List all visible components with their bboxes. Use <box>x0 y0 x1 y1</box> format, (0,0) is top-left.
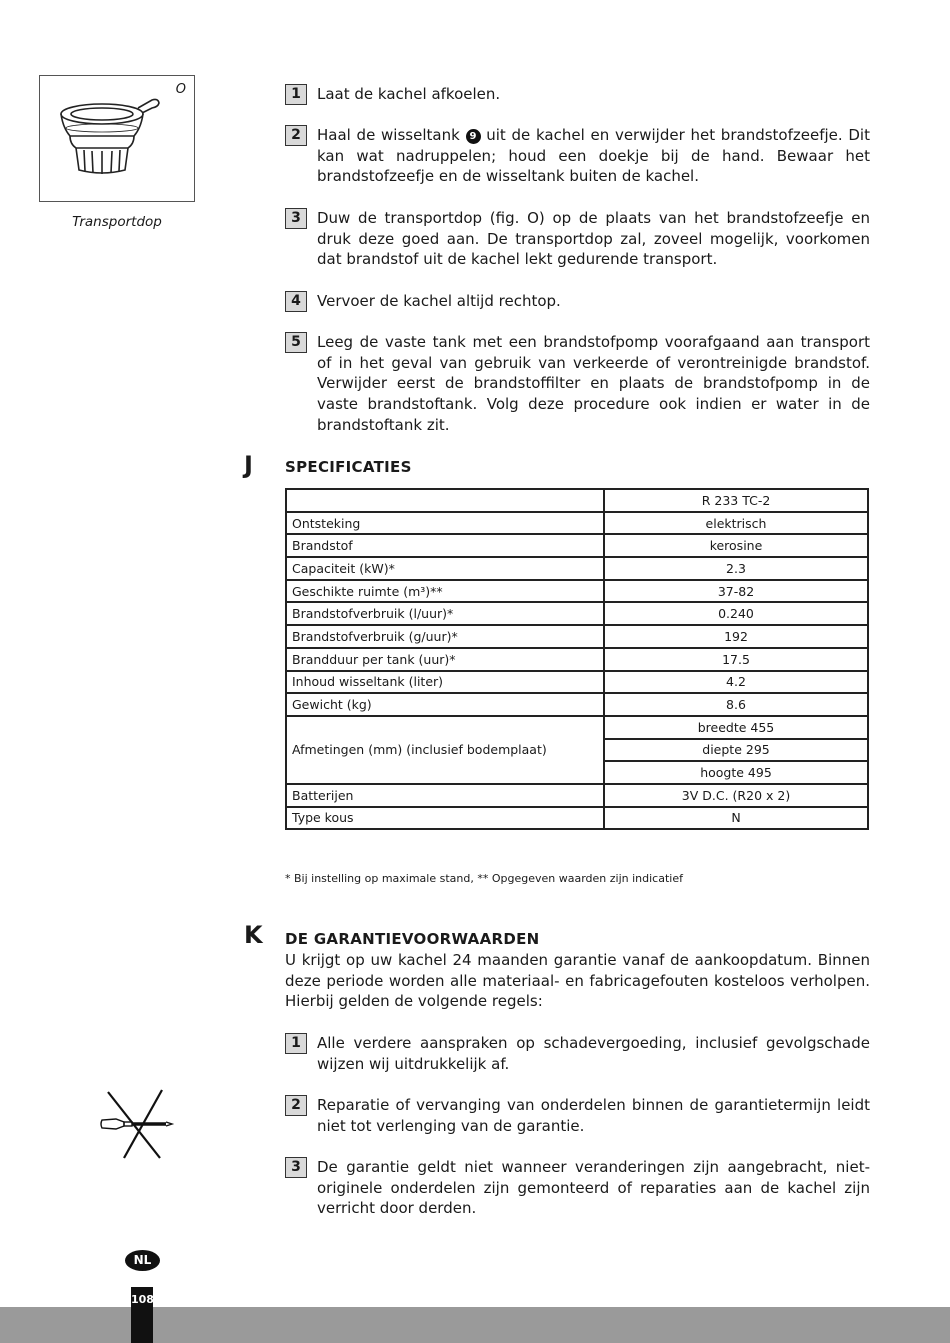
spec-value: hoogte 495 <box>604 761 868 784</box>
spec-value: diepte 295 <box>604 739 868 762</box>
spec-value: elektrisch <box>604 512 868 535</box>
spec-value: 17.5 <box>604 648 868 671</box>
model-name: R 233 TC-2 <box>604 489 868 512</box>
step-number: 2 <box>285 125 307 146</box>
step-3 <box>285 208 870 270</box>
step-text: Leeg de vaste tank met een brandstofpomp voorafgaand aan transport of in het geval van gebruik van verkeerde of verontreinigde brandstof. Verwijder eerst de brandstoffilter en plaats de brandstofpomp in de vaste brandstoftank. Volg deze procedure ook indien er water in de brandstoftank zit. <box>317 333 870 434</box>
spec-label: Afmetingen (mm) (inclusief bodemplaat) <box>286 716 604 784</box>
section-title-specs: SPECIFICATIES <box>285 458 412 476</box>
step-2 <box>285 125 870 187</box>
step-text: Reparatie of vervanging van onderdelen binnen de garantietermijn leidt niet tot verlenging van de garantie. <box>317 1096 870 1135</box>
spec-value: 4.2 <box>604 671 868 694</box>
spec-value: N <box>604 807 868 830</box>
spec-label: Brandstofverbruik (l/uur)* <box>286 602 604 625</box>
no-screwdriver-icon <box>96 1088 176 1162</box>
step-text <box>317 125 870 187</box>
step-4 <box>285 291 870 312</box>
table-row <box>286 784 868 807</box>
figure-transport-cap <box>39 75 195 202</box>
table-row <box>286 534 868 557</box>
specifications-table <box>285 488 869 830</box>
section-letter-j: J <box>244 451 253 479</box>
warranty-step-3 <box>285 1157 870 1219</box>
spec-label: Capaciteit (kW)* <box>286 557 604 580</box>
step-1 <box>285 84 870 105</box>
table-row <box>286 602 868 625</box>
spec-label: Ontsteking <box>286 512 604 535</box>
step-text: Laat de kachel afkoelen. <box>317 85 501 103</box>
spec-label: Inhoud wisseltank (liter) <box>286 671 604 694</box>
section-letter-k: K <box>244 921 263 949</box>
step-text: Vervoer de kachel altijd rechtop. <box>317 292 561 310</box>
step-text: De garantie geldt niet wanneer veranderingen zijn aangebracht, niet-originele onderdelen zijn gemonteerd of reparaties aan de kachel zijn verricht door derden. <box>317 1158 870 1218</box>
table-row <box>286 693 868 716</box>
warranty-step-1 <box>285 1033 870 1074</box>
step-text: Alle verdere aanspraken op schadevergoeding, inclusief gevolgschade wijzen wij uitdrukkelijk af. <box>317 1034 870 1073</box>
language-badge: NL <box>125 1250 160 1271</box>
spec-value: kerosine <box>604 534 868 557</box>
spec-label: Type kous <box>286 807 604 830</box>
table-row <box>286 489 868 512</box>
table-cell <box>286 489 604 512</box>
step-number: 4 <box>285 291 307 312</box>
figure-letter: O <box>175 82 186 97</box>
warranty-intro: U krijgt op uw kachel 24 maanden garantie vanaf de aankoopdatum. Binnen deze periode worden alle materiaal- en fabricagefouten kosteloos verholpen. Hierbij gelden de volgende regels: <box>285 951 870 1011</box>
page-number: 108 <box>131 1287 153 1343</box>
spec-value: 0.240 <box>604 602 868 625</box>
step-5 <box>285 332 870 436</box>
warranty-step-2 <box>285 1095 870 1136</box>
table-row <box>286 807 868 830</box>
table-row <box>286 512 868 535</box>
transport-cap-drawing-icon <box>40 76 196 203</box>
spec-label: Brandstofverbruik (g/uur)* <box>286 625 604 648</box>
step-number: 3 <box>285 208 307 229</box>
spec-label: Gewicht (kg) <box>286 693 604 716</box>
table-row <box>286 716 868 739</box>
step-number: 1 <box>285 1033 307 1054</box>
table-row <box>286 671 868 694</box>
spec-value: 3V D.C. (R20 x 2) <box>604 784 868 807</box>
spec-label: Brandstof <box>286 534 604 557</box>
footnote: * Bij instelling op maximale stand, ** Opgegeven waarden zijn indicatief <box>285 872 683 885</box>
spec-value: 2.3 <box>604 557 868 580</box>
tank-number-badge: 9 <box>466 129 481 144</box>
spec-value: breedte 455 <box>604 716 868 739</box>
step-number: 5 <box>285 332 307 353</box>
step-number: 2 <box>285 1095 307 1116</box>
step-number: 3 <box>285 1157 307 1178</box>
table-row <box>286 625 868 648</box>
spec-label: Geschikte ruimte (m³)** <box>286 580 604 603</box>
table-row <box>286 557 868 580</box>
step-number: 1 <box>285 84 307 105</box>
step-text-part: uit de kachel en verwijder het brandstofzeefje. Dit kan wat nadruppelen; houd een doekje bij de hand. Bewaar het brandstofzeefje en de wisseltank buiten de kachel. <box>317 126 870 186</box>
spec-label: Brandduur per tank (uur)* <box>286 648 604 671</box>
spec-value: 8.6 <box>604 693 868 716</box>
figure-caption: Transportdop <box>72 214 162 230</box>
section-title-warranty: DE GARANTIEVOORWAARDEN <box>285 930 540 948</box>
step-text-part: Haal de wisseltank <box>317 126 460 144</box>
table-row <box>286 580 868 603</box>
spec-value: 37-82 <box>604 580 868 603</box>
spec-value: 192 <box>604 625 868 648</box>
table-row <box>286 648 868 671</box>
spec-label: Batterijen <box>286 784 604 807</box>
step-text: Duw de transportdop (fig. O) op de plaats van het brandstofzeefje en druk deze goed aan. De transportdop zal, zoveel mogelijk, voorkomen dat brandstof uit de kachel lekt gedurende transport. <box>317 209 870 269</box>
